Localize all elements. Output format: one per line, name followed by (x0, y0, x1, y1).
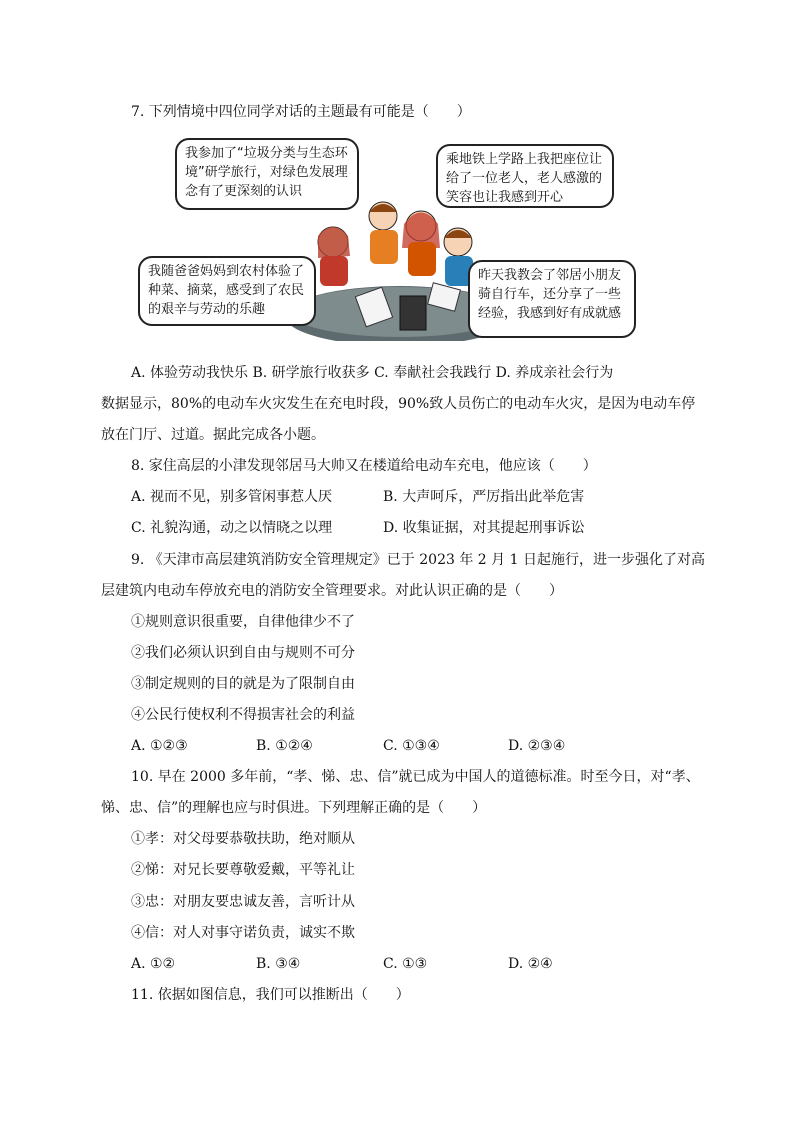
q7-stem: 7. 下列情境中四位同学对话的主题最有可能是（ ） (131, 104, 471, 120)
q10-option-c: C. ①③ (383, 956, 428, 972)
q9-option-c: C. ①③④ (383, 738, 440, 754)
q7-options: A. 体验劳动我快乐 B. 研学旅行收获多 C. 奉献社会我践行 D. 养成亲社会行为 (131, 365, 614, 381)
q9-option-a: A. ①②③ (131, 738, 188, 754)
q10-option-b: B. ③④ (256, 956, 301, 972)
q10-item-4: ④信：对人对事守诺负责，诚实不欺 (131, 925, 355, 941)
q9-option-d: D. ②③④ (508, 738, 566, 754)
q10-option-d: D. ②④ (508, 956, 553, 972)
q9-stem-line-2: 层建筑内电动车停放充电的消防安全管理要求。对此认识正确的是（ ） (101, 583, 563, 599)
passage-line-2: 放在门厅、过道。据此完成各小题。 (101, 427, 325, 443)
speech-bubble-top-right: 乘地铁上学路上我把座位让给了一位老人，老人感激的笑容也让我感到开心 (436, 144, 614, 208)
q10-item-1: ①孝：对父母要恭敬扶助，绝对顺从 (131, 831, 355, 847)
q8-option-d: D. 收集证据，对其提起刑事诉讼 (383, 520, 585, 536)
student-boy-center (369, 202, 398, 264)
q9-item-2: ②我们必须认识到自由与规则不可分 (131, 645, 355, 661)
q9-option-b: B. ①②④ (256, 738, 313, 754)
q8-option-a: A. 视而不见，别多管闲事惹人厌 (131, 489, 333, 505)
passage-line-1: 数据显示，80%的电动车火灾发生在充电时段，90%致人员伤亡的电动车火灾，是因为电动车停 (101, 396, 696, 412)
q8-stem: 8. 家住高层的小津发现邻居马大帅又在楼道给电动车充电，他应该（ ） (131, 458, 597, 474)
q10-item-3: ③忠：对朋友要忠诚友善，言听计从 (131, 894, 355, 910)
q8-option-c: C. 礼貌沟通，动之以情晓之以理 (131, 520, 333, 536)
q9-item-3: ③制定规则的目的就是为了限制自由 (131, 676, 355, 692)
speech-bubble-top-left: 我参加了“垃圾分类与生态环境”研学旅行，对绿色发展理念有了更深刻的认识 (175, 138, 359, 210)
q8-option-b: B. 大声呵斥，严厉指出此举危害 (383, 489, 585, 505)
q9-item-4: ④公民行使权利不得损害社会的利益 (131, 707, 355, 723)
speech-bubble-bottom-right: 昨天我教会了邻居小朋友骑自行车，还分享了一些经验，我感到好有成就感 (468, 260, 636, 338)
speech-bubble-bottom-left: 我随爸爸妈妈到农村体验了种菜、摘菜，感受到了农民的艰辛与劳动的乐趣 (138, 256, 316, 326)
q7-figure (138, 136, 638, 341)
q10-option-a: A. ①② (131, 956, 176, 972)
student-girl-center (402, 211, 440, 276)
q9-item-1: ①规则意识很重要，自律他律少不了 (131, 614, 355, 630)
q10-stem-line-1: 10. 早在 2000 多年前，“孝、悌、忠、信”就已成为中国人的道德标准。时至今日，对“孝、 (131, 769, 700, 785)
q10-stem-line-2: 悌、忠、信”的理解也应与时俱进。下列理解正确的是（ ） (101, 800, 487, 816)
q11-stem: 11. 依据如图信息，我们可以推断出（ ） (131, 987, 410, 1003)
q9-stem-line-1: 9. 《天津市高层建筑消防安全管理规定》已于 2023 年 2 月 1 日起施行，进一步强化了对高 (131, 552, 705, 568)
q10-item-2: ②悌：对兄长要尊敬爱戴，平等礼让 (131, 862, 355, 878)
student-girl-left (318, 227, 350, 286)
